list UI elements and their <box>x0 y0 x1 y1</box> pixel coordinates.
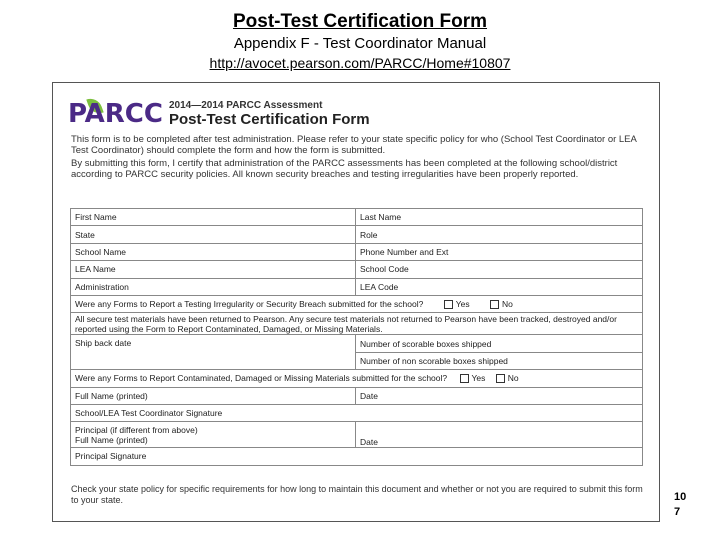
intro-text <box>71 135 645 183</box>
contaminated-yes-checkbox[interactable] <box>460 374 469 383</box>
contaminated-question <box>71 370 643 387</box>
intro-paragraph-1: This form is to be completed after test administration. Please refer to your state specific policy for who (School Test Coordinator or LEA Test Coordinator) should complete the form and how the form is submitted. <box>71 134 637 156</box>
irregularity-no-checkbox[interactable] <box>490 300 499 309</box>
lea-name-field[interactable]: LEA Name <box>71 261 356 278</box>
certification-table <box>70 208 643 466</box>
slide-header <box>0 10 720 73</box>
principal-label: Principal (if different from above) <box>75 424 198 435</box>
coordinator-date-field[interactable]: Date <box>356 387 643 404</box>
administration-field[interactable]: Administration <box>71 278 356 295</box>
first-name-field[interactable]: First Name <box>71 209 356 226</box>
page-number <box>674 490 698 520</box>
role-field[interactable]: Role <box>356 226 643 243</box>
principal-name-field[interactable] <box>71 422 356 448</box>
principal-full-name-label: Full Name (printed) <box>75 434 148 445</box>
nonscorable-boxes-field[interactable]: Number of non scorable boxes shipped <box>356 352 643 369</box>
principal-date-field[interactable]: Date <box>356 422 643 448</box>
contaminated-question-text: Were any Forms to Report Contaminated, Damaged or Missing Materials submitted for the school? <box>75 373 448 384</box>
slide-subtitle: Appendix F - Test Coordinator Manual <box>233 35 487 52</box>
state-field[interactable]: State <box>71 226 356 243</box>
page-number-line-2: 7 <box>674 506 681 518</box>
contaminated-no-checkbox[interactable] <box>496 374 505 383</box>
school-code-field[interactable]: School Code <box>356 261 643 278</box>
parcc-logo <box>68 97 163 131</box>
yes-label: Yes <box>455 299 470 310</box>
form-year: 2014—2014 PARCC Assessment <box>169 100 323 111</box>
lea-code-field[interactable]: LEA Code <box>356 278 643 295</box>
no-label: No <box>507 373 519 384</box>
coordinator-full-name-field[interactable]: Full Name (printed) <box>71 387 356 404</box>
scorable-boxes-field[interactable]: Number of scorable boxes shipped <box>356 335 643 352</box>
reference-link[interactable]: http://avocet.pearson.com/PARCC/Home#10807 <box>209 55 511 71</box>
irregularity-question-text: Were any Forms to Report a Testing Irregularity or Security Breach submitted for the school? <box>75 299 424 310</box>
irregularity-question <box>71 295 643 312</box>
principal-signature-field[interactable]: Principal Signature <box>71 448 643 465</box>
footer-note: Check your state policy for specific requirements for how long to maintain this document and whether or not you are required to submit this form to your state. <box>71 484 643 505</box>
page-number-line-1: 10 <box>674 491 687 503</box>
school-name-field[interactable]: School Name <box>71 243 356 260</box>
last-name-field[interactable]: Last Name <box>356 209 643 226</box>
no-label: No <box>501 299 513 310</box>
form-image <box>52 82 660 522</box>
phone-field[interactable]: Phone Number and Ext <box>356 243 643 260</box>
intro-paragraph-2: By submitting this form, I certify that administration of the PARCC assessments has been completed at the following school/district according to PARCC security policies. All known security breaches and testing irregularities have been properly reported. <box>71 158 618 180</box>
yes-label: Yes <box>471 373 486 384</box>
irregularity-yes-checkbox[interactable] <box>444 300 453 309</box>
coordinator-signature-field[interactable]: School/LEA Test Coordinator Signature <box>71 404 643 421</box>
ship-back-date-field[interactable]: Ship back date <box>71 335 356 370</box>
logo-text: PARCC <box>68 99 163 129</box>
slide-title: Post-Test Certification Form <box>232 11 488 32</box>
form-title: Post-Test Certification Form <box>169 111 370 128</box>
materials-statement: All secure test materials have been returned to Pearson. Any secure test materials not returned to Pearson have been tracked, destroyed and/or reported using the Form to Report Contaminated, Damaged, or Missing Materials. <box>71 313 643 335</box>
